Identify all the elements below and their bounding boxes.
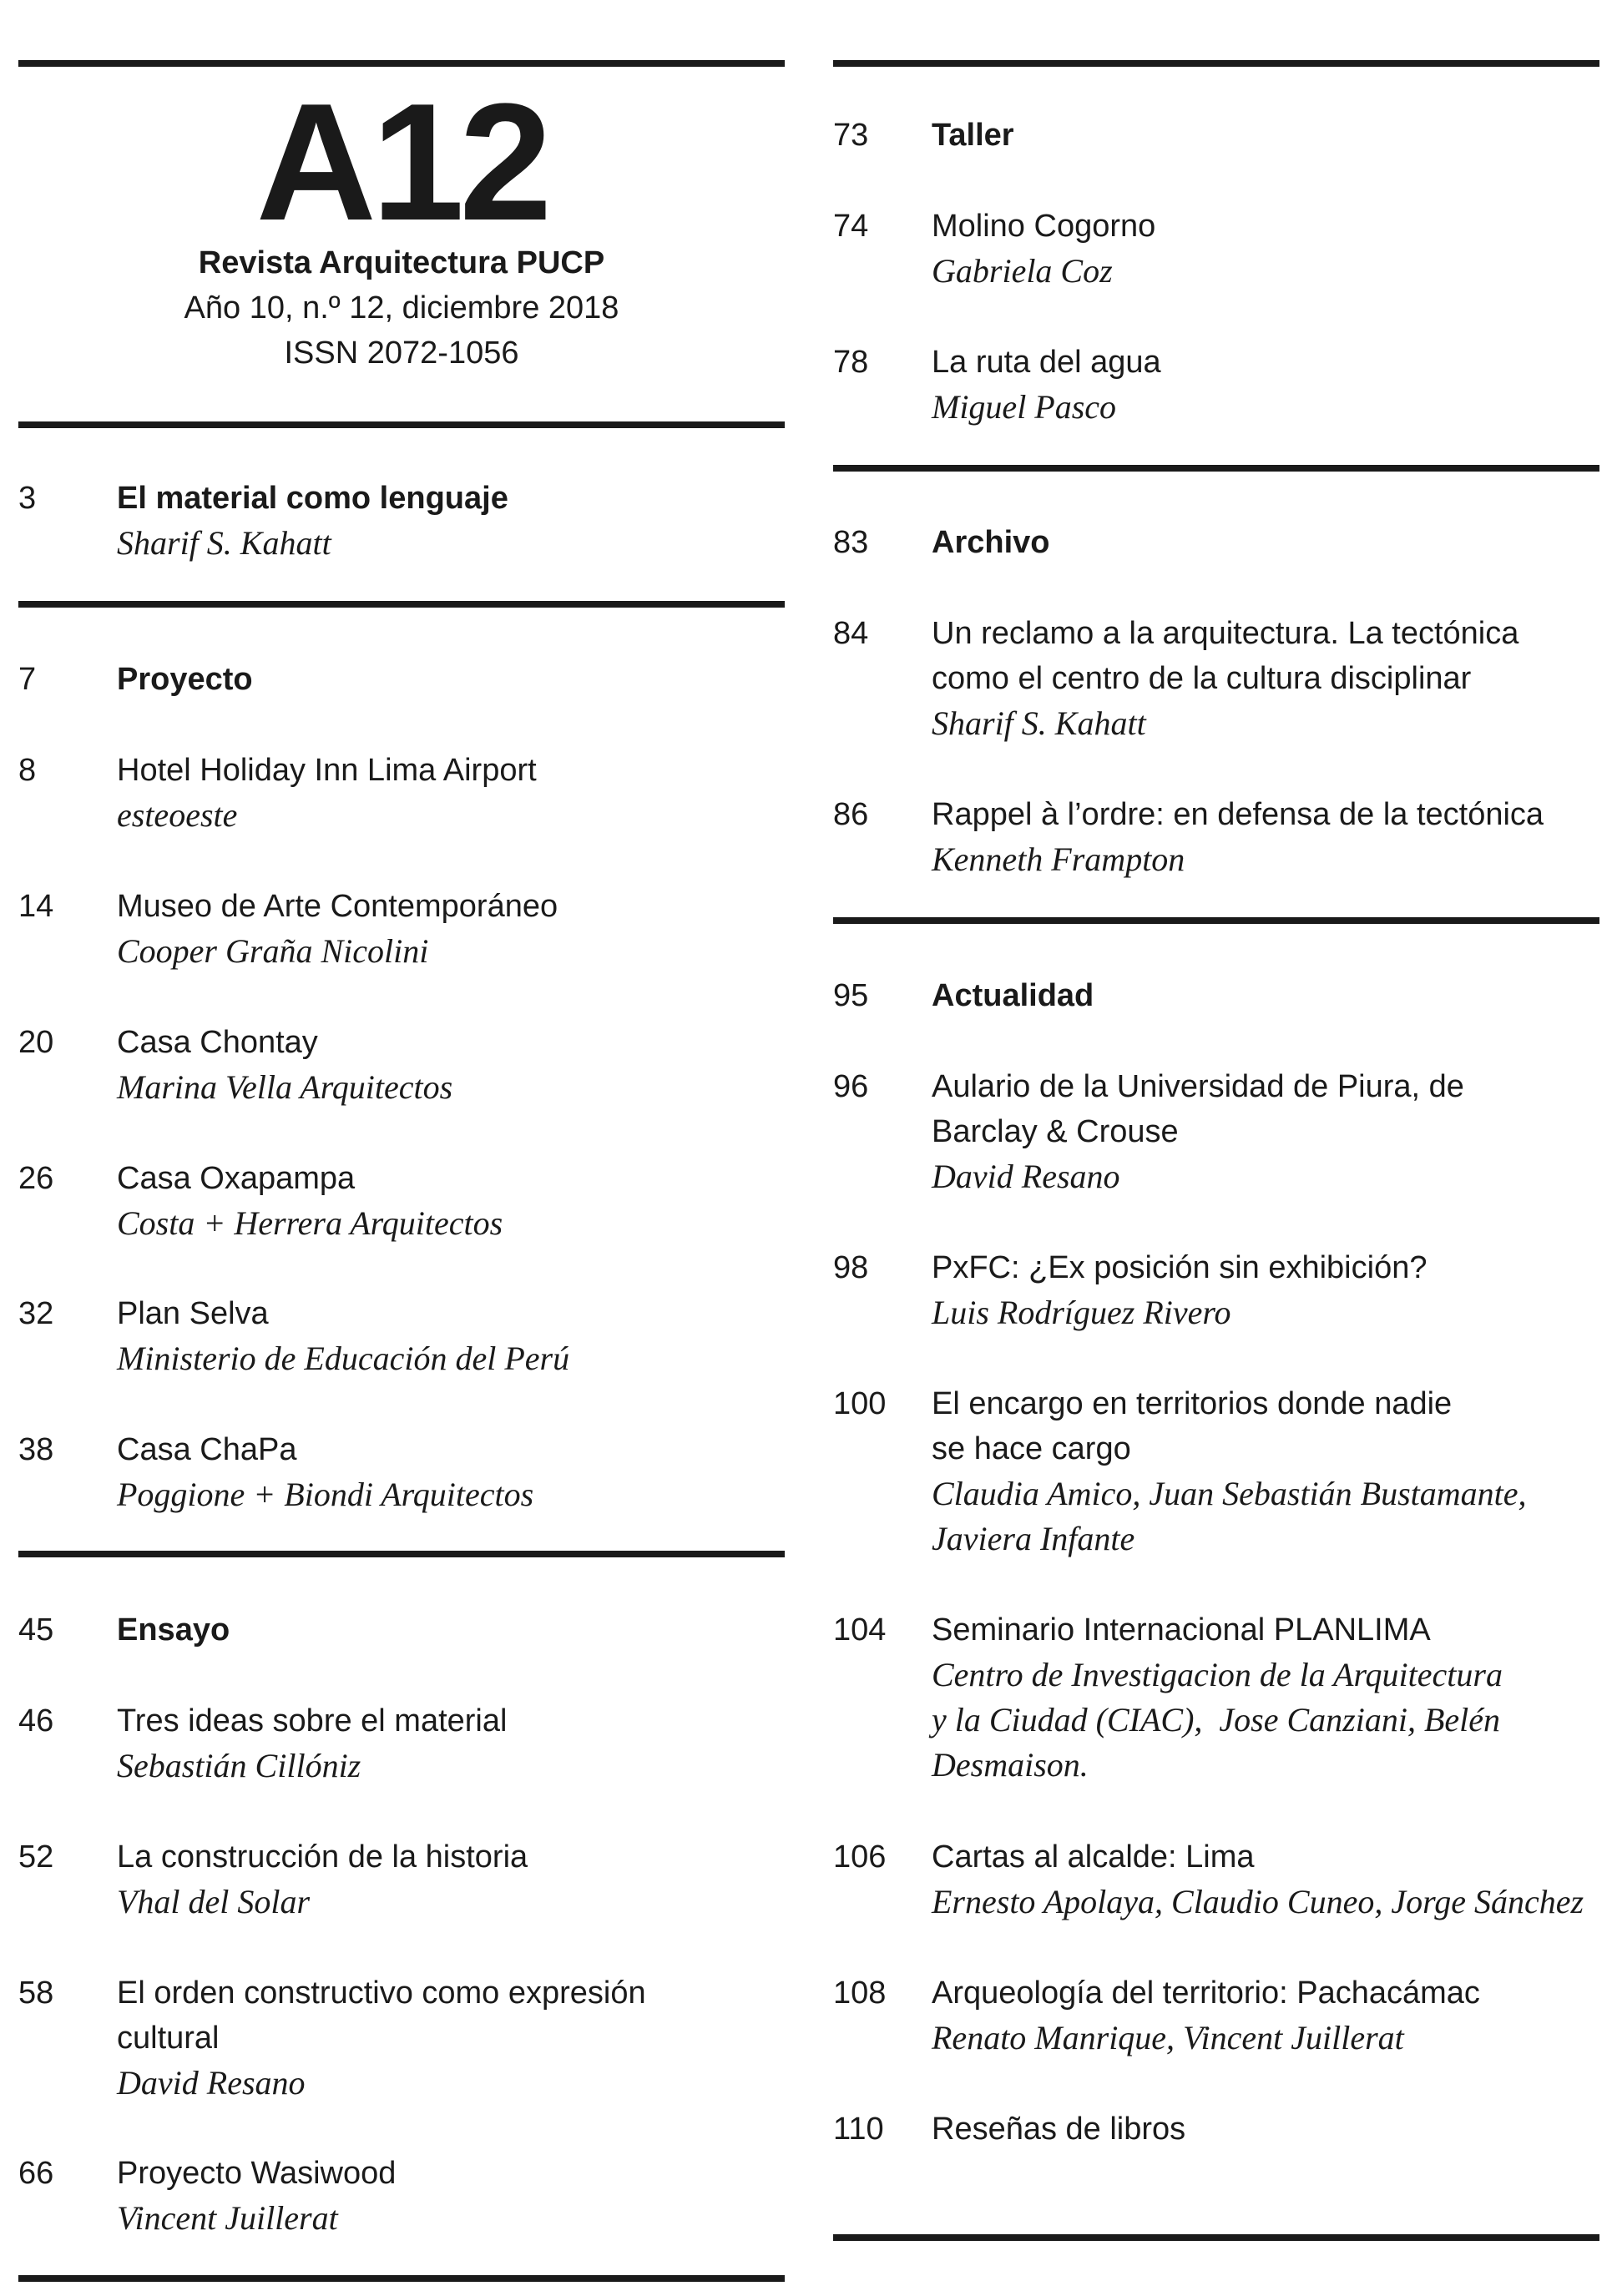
page-number: 14 (18, 889, 54, 924)
section-title: Archivo (932, 525, 1050, 560)
entry-author: David Resano (117, 2064, 306, 2102)
page-number: 52 (18, 1839, 54, 1875)
entry-title: Reseñas de libros (932, 2112, 1186, 2147)
page-number: 86 (833, 797, 869, 832)
entry-author: Miguel Pasco (932, 388, 1117, 426)
page-number: 83 (833, 525, 869, 560)
page-number: 104 (833, 1612, 887, 1648)
entry-title: El encargo en territorios donde nadie se hace cargo (932, 1386, 1453, 1466)
entry-author: Centro de Investigacion de la Arquitectura y la Ciudad (CIAC), Jose Canziani, Belén Desmaison. (932, 1656, 1503, 1784)
entry-author: Kenneth Frampton (932, 840, 1185, 878)
entry-author: Poggione + Biondi Arquitectos (117, 1476, 534, 1513)
divider-rule (833, 2234, 1599, 2241)
entry-title: Museo de Arte Contemporáneo (117, 889, 558, 924)
section-title: Actualidad (932, 978, 1094, 1013)
page-number: 73 (833, 118, 869, 153)
divider-rule (18, 2275, 785, 2282)
entry-author: David Resano (932, 1158, 1120, 1195)
section-title: El material como lenguaje (117, 481, 508, 516)
page-number: 110 (833, 2112, 884, 2147)
divider-rule (833, 60, 1599, 67)
entry-title: Seminario Internacional PLANLIMA (932, 1612, 1431, 1648)
entry-author: Vincent Juillerat (117, 2199, 338, 2237)
divider-rule (833, 465, 1599, 472)
entry-title: Un reclamo a la arquitectura. La tectónica como el centro de la cultura disciplinar (932, 616, 1519, 696)
divider-rule (18, 421, 785, 428)
page-number: 7 (18, 662, 37, 697)
divider-rule (18, 601, 785, 608)
issue-info: Año 10, n.º 12, diciembre 2018 (184, 290, 619, 325)
entry-author: Renato Manrique, Vincent Juillerat (932, 2019, 1404, 2056)
entry-author: esteoeste (117, 796, 238, 834)
page-number: 38 (18, 1432, 54, 1467)
entry-author: Costa + Herrera Arquitectos (117, 1204, 503, 1242)
page-number: 26 (18, 1161, 54, 1196)
entry-author: Gabriela Coz (932, 252, 1113, 290)
issn: ISSN 2072-1056 (284, 336, 519, 371)
page-number: 58 (18, 1976, 54, 2011)
entry-author: Sharif S. Kahatt (117, 524, 331, 562)
divider-rule (18, 1551, 785, 1557)
magazine-name: Revista Arquitectura PUCP (198, 245, 605, 280)
entry-title: Aulario de la Universidad de Piura, de Barclay & Crouse (932, 1069, 1464, 1149)
entry-title: Cartas al alcalde: Lima (932, 1839, 1255, 1875)
entry-title: Plan Selva (117, 1296, 269, 1331)
page-number: 32 (18, 1296, 54, 1331)
page-number: 20 (18, 1025, 54, 1060)
page-number: 100 (833, 1386, 887, 1421)
entry-author: Ernesto Apolaya, Claudio Cuneo, Jorge Sánchez (932, 1883, 1584, 1920)
entry-title: Tres ideas sobre el material (117, 1703, 508, 1738)
entry-author: Cooper Graña Nicolini (117, 932, 429, 970)
page-number: 78 (833, 345, 869, 380)
entry-title: Casa Chontay (117, 1025, 318, 1060)
entry-title: Molino Cogorno (932, 209, 1156, 244)
section-title: Ensayo (117, 1612, 230, 1648)
entry-title: PxFC: ¿Ex posición sin exhibición? (932, 1250, 1428, 1285)
entry-author: Claudia Amico, Juan Sebastián Bustamante, Javiera Infante (932, 1475, 1527, 1557)
page-number: 84 (833, 616, 869, 651)
page-number: 98 (833, 1250, 869, 1285)
entry-title: El orden constructivo como expresión cultural (117, 1976, 646, 2056)
section-title: Taller (932, 118, 1014, 153)
entry-author: Marina Vella Arquitectos (117, 1068, 453, 1106)
masthead (18, 69, 785, 376)
entry-title: La construcción de la historia (117, 1839, 528, 1875)
page-number: 106 (833, 1839, 887, 1875)
entry-title: Casa Oxapampa (117, 1161, 356, 1196)
divider-rule (18, 60, 785, 67)
entry-title: Hotel Holiday Inn Lima Airport (117, 753, 537, 788)
page-number: 46 (18, 1703, 54, 1738)
entry-title: Arqueología del territorio: Pachacámac (932, 1976, 1480, 2011)
page-number: 95 (833, 978, 869, 1013)
entry-title: Proyecto Wasiwood (117, 2156, 397, 2191)
page-number: 8 (18, 753, 37, 788)
page-number: 66 (18, 2156, 54, 2191)
page-number: 45 (18, 1612, 54, 1648)
entry-title: Casa ChaPa (117, 1432, 297, 1467)
entry-author: Vhal del Solar (117, 1883, 311, 1920)
page-number: 74 (833, 209, 869, 244)
section-title: Proyecto (117, 662, 253, 697)
entry-author: Ministerio de Educación del Perú (117, 1340, 570, 1377)
magazine-logo: A12 (255, 69, 548, 255)
page-number: 108 (833, 1976, 887, 2011)
page-number: 3 (18, 481, 37, 516)
entry-author: Sharif S. Kahatt (932, 704, 1146, 742)
entry-title: Rappel à l’ordre: en defensa de la tectónica (932, 797, 1544, 832)
entry-title: La ruta del agua (932, 345, 1161, 380)
divider-rule (833, 917, 1599, 924)
entry-author: Luis Rodríguez Rivero (932, 1294, 1231, 1331)
page-number: 96 (833, 1069, 869, 1104)
entry-author: Sebastián Cillóniz (117, 1747, 361, 1784)
